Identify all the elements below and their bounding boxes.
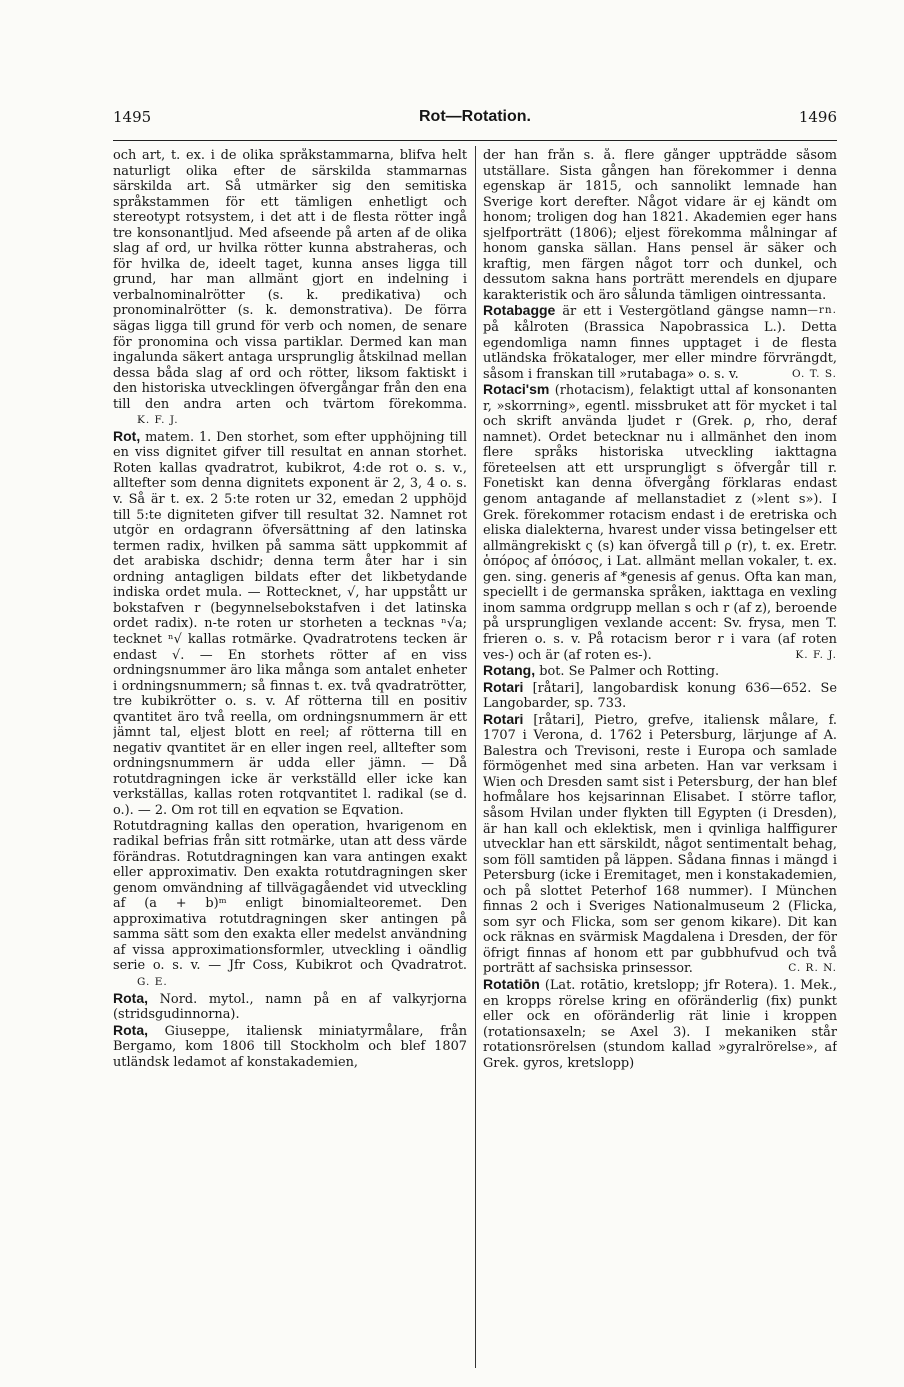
headword: Rotatiōn [483, 975, 540, 992]
entry-rotacism: Rotaci'sm (rhotacism), felaktigt uttal af konsonanten r, »skorrning», egentl. missbruket att för mycket i tal och skrift använda ljudet r (Grek. ρ, rho, deraf namnet). Ordet betecknar nu i allmänhet den inom flere språks historiska utveckling iakttagna företeelsen att ett ursprungligt s öfvergår till r. Fonetiskt kan denna öfvergång förklaras endast genom antagande af mellanstadiet z (»lent s»). I Grek. förekommer rotacism endast i de eretriska och eliska dialekterna, hvarest under vissa betingelser ett allmängrekiskt ς (s) kan öfvergå till ρ (r), t. ex. Eretr. ὁπόρος af ὁπόσος, i Lat. allmänt mellan vokaler, t. ex. gen. sing. generis af *genesis af genus. Ofta kan man, speciellt i de germanska språken, iakttaga en vexling inom samma ordgrupp mellan s och r (af z), beroende på ursprungligen vexlande accent: Sv. frysa, men T. frieren o. s. v. På rotacism beror r i vara (af roten ves-) och är (af roten es-). K. F. J. [483, 381, 837, 663]
entry-rot-matem: Rot, matem. 1. Den storhet, som efter upphöjning till en viss dignitet gifver till resultat en annan storhet. Roten kallas qvadratrot, kubikrot, 4:de rot o. s. v., alltefter som denna dignitets exponent är 2, 3, 4 o. s. v. Så är t. ex. 2 5:te roten ur 32, emedan 2 upphöjd till 5:te digniteten gifver till resultat 32. Namnet rot utgör en ordagrann öfversättning af den latinska termen radix, hvilken på samma sätt uppkommit af det arabiska dschidr; denna term åter har i sin ordning antagligen bildats efter det likbetydande indiska ordet mula. — Rottecknet, √, har uppstått ur bokstafven r (begynnelsebokstafven i det latinska ordet radix). n-te roten ur storheten a tecknas ⁿ√a; tecknet ⁿ√ kallas rotmärke. Qvadratrotens tecken är endast √. — En storhets rötter af en viss ordningsnummer äro lika många som antalet enheter i ordningsnummern; så finnas t. ex. två qvadratrötter, tre kubikrötter o. s. v. Af rötterna till en positiv qvantitet äro två reella, om ordningsnummern är ett jämnt tal, eljest blott en reel; af rötterna till en negativ qvantitet är en eller ingen reel, alltefter som ordningsnummern är udda eller jämn. — Då rotutdragningen icke är verkställd eller icke kan verkställas, kallas roten rotqvantitet l. radikal (se d. o.). — 2. Om rot till en eqvation se Eqvation. [113, 427, 467, 818]
header-rule [113, 140, 837, 141]
entry-rotang: Rotang, bot. Se Palmer och Rotting. [483, 662, 720, 680]
headword: Rotabagge [483, 302, 556, 319]
author-signature: —rn. [807, 304, 837, 317]
headword: Rota, [113, 989, 148, 1006]
column-divider [475, 146, 476, 1368]
entry-rota-continued: der han från s. å. flere gånger uppträdde såsom utställare. Sista gången han förekommer i denna egenskap är 1815, och sannolikt lemnade han Sverige kort derefter. Något vidare är ej kändt om honom; troligen dog han 1821. Akademien eger hans sjelfporträtt (1806); eljest förekomma målningar af honom ganska sällan. Hans pensel är säker och kraftig, men färgen något torr och dunkel, och dessutom sakna hans porträtt merendels en djupare karakteristik och äro sålunda tämligen ointressanta. —rn. [483, 148, 837, 303]
running-title: Rot—Rotation. [419, 108, 531, 125]
page-header [113, 108, 837, 132]
entry-rot-continued: och art, t. ex. i de olika språkstammarna, blifva helt naturligt olika efter de särskilda stammarnas särskilda art. Så utmärker sig den semitiska språkstammen för ett tämligen enhetligt och stereotypt rotsystem, i det att i de flesta rötter ingå tre konsonantljud. Med afseende på arten af de olika slag af ord, ur hvilka rötter kunna abstraheras, och för hvilka de, ideelt taget, kunna anses ligga till grund, har man allmänt gjort en indelning i verbalnominalrötter (s. k. predikativa) och pronominalrötter (s. k. demonstrativa). De förra sägas ligga till grund för verb och nomen, de senare för pronomina och vissa partiklar. Dermed kan man ingalunda säkert antaga ursprunglig åtskilnad mellan dessa båda slag af ord och rötter, liksom faktiskt i den historiska utvecklingen öfvergångar från den ena till den andra arten och tvärtom förekomma.K. F. J. [113, 148, 467, 429]
page-number-right: 1496 [798, 108, 837, 126]
entry-rota-mytol: Rota, Nord. mytol., namn på en af valkyrjorna (stridsgudinnorna). [113, 989, 467, 1023]
page-number-left: 1495 [113, 108, 152, 126]
headword: Rotang, [483, 662, 536, 679]
headword: Rot, [113, 427, 141, 444]
entry-rotation: Rotatiōn (Lat. rotātio, kretslopp; jfr Rotera). 1. Mek., en kropps rörelse kring en oföränderlig (fix) punkt eller ock en oföränderlig rät linie i kroppen (rotationsaxeln; se Axel 3). I mekaniken står rotationsrörelsen (stundom kallad »gyralrörelse», af Grek. gyros, kretslopp) [483, 975, 837, 1071]
entry-rota-giuseppe: Rota, Giuseppe, italiensk miniatyrmålare, från Bergamo, kom 1806 till Stockholm och blef 1807 utländsk ledamot af konstakademien, [113, 1021, 467, 1070]
entry-rotari-pietro: Rotari [råtari], Pietro, grefve, italiensk målare, f. 1707 i Verona, d. 1762 i Petersburg, lärjunge af A. Balestra och Trevisoni, reste i Europa och samlade förmögenhet med sina arbeten. Han var verksam i Wien och Dresden samt sist i Petersburg, der han blef hofmålare hos kejsarinnan Elisabet. I större taflor, såsom Hvilan under flykten till Egypten (i Dresden), är han kall och eklektisk, men i qvinliga halffigurer utvecklar han ett särskildt, något sentimentalt behag, som föll samtiden på läppen. Sådana finnas i mängd i Petersburg (icke i Eremitaget, men i konstakademien, och på slottet Peterhof 168 nummer). I München finnas 2 och i Sveriges Nationalmuseum 2 (Flicka, som syr och Flicka, som ser genom kikare). Dit kan ock räknas en svärmisk Magdalena i Dresden, der för öfrigt finnas af honom ett par gubbhufvud och två porträtt af sachsiska prinsessor. C. R. N. [483, 710, 837, 977]
headword: Rota, [113, 1021, 148, 1038]
headword: Rotari [483, 710, 524, 727]
left-column [113, 148, 467, 1368]
headword: Rotaci'sm [483, 381, 550, 398]
author-signature: K. F. J. [137, 414, 179, 427]
author-signature: O. T. S. [792, 367, 837, 380]
author-signature: C. R. N. [788, 962, 837, 975]
entry-rotari-konung: Rotari [råtari], langobardisk konung 636—652. Se Langobarder, sp. 733. [483, 678, 837, 712]
author-signature: G. E. [137, 975, 168, 988]
right-column [483, 148, 837, 1368]
entry-rotabagge: Rotabagge är ett i Vestergötland gängse namn på kålroten (Brassica Napobrassica L.). Detta egendomliga namn finnes upptaget i de flesta utländska frökataloger, mer eller mindre förvrängdt, såsom i franskan till »rutabaga» o. s. v. O. T. S. [483, 302, 837, 382]
author-signature: K. F. J. [795, 648, 837, 661]
headword: Rotari [483, 678, 524, 695]
entry-rotutdragning: Rotutdragning kallas den operation, hvarigenom en radikal befrias från sitt rotmärke, utan att dess värde förändras. Rotutdragningen kan vara antingen exakt eller approximativ. Den exakta rotutdragningen sker genom omvändning af tillvägagåendet vid utveckling af (a + b)ᵐ enligt binomialteoremet. Den approximativa rotutdragningen sker antingen på samma sätt som den exakta eller medelst användning af vissa approximationsformler, utveckling i oändlig serie o. s. v. — Jfr Coss, Kubikrot och Qvadratrot.G. E. [113, 819, 467, 991]
